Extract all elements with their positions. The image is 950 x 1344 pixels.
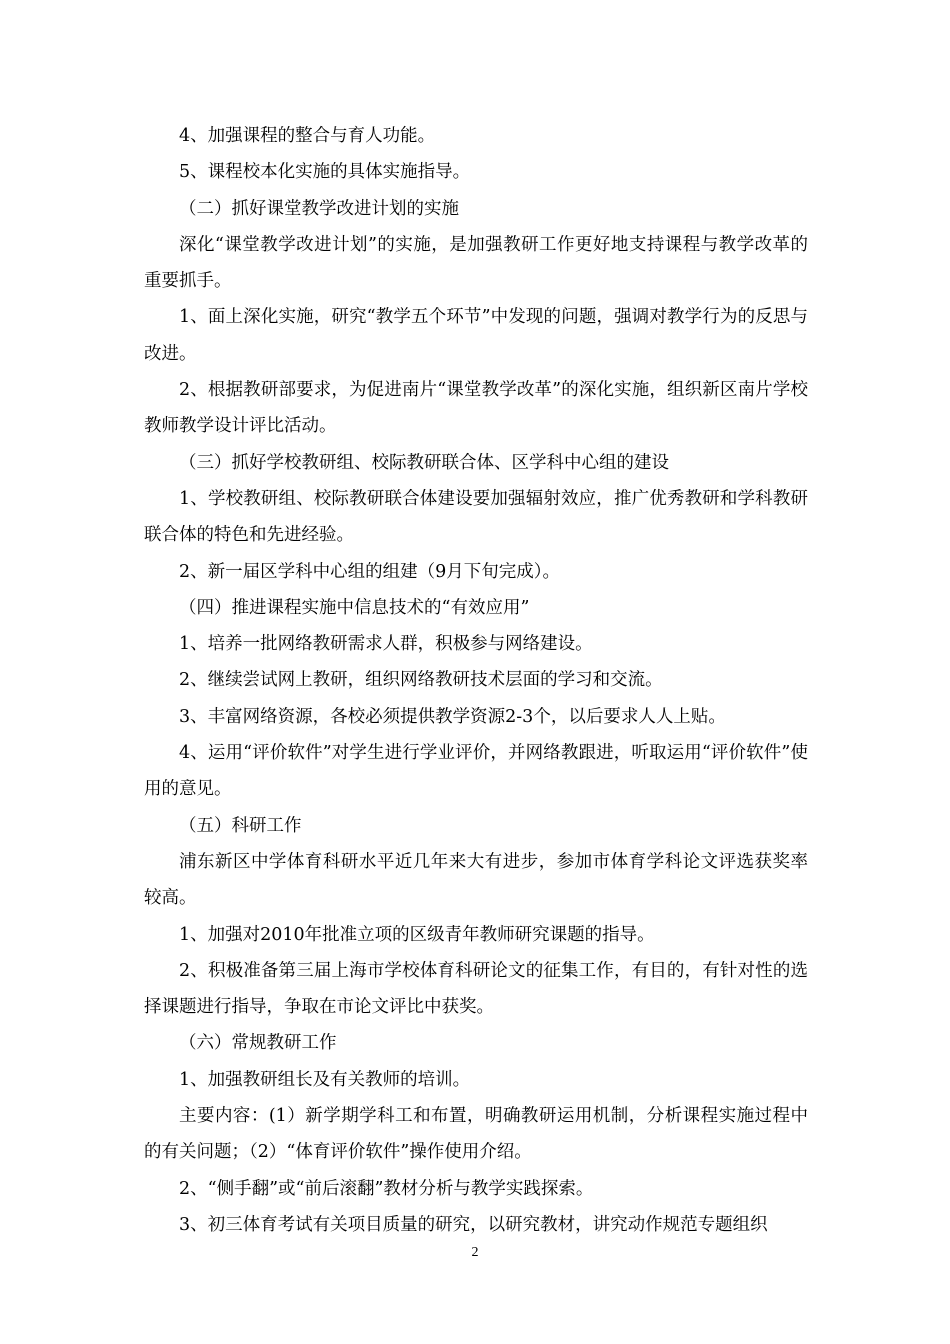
paragraph-16: 浦东新区中学体育科研水平近几年来大有进步，参加市体育学科论文评选获奖率较高。 <box>144 851 808 909</box>
section-heading-6: （六）常规教研工作 <box>179 1033 337 1054</box>
section-heading-2: （二）抓好课堂教学改进计划的实施 <box>179 198 459 219</box>
paragraph-6: 2、根据教研部要求，为促进南片“课堂教学改革”的深化实施，组织新区南片学校教师教学设计评比活动。 <box>144 380 808 437</box>
paragraph-1: 4、加强课程的整合与育人功能。 <box>179 126 436 146</box>
section-heading-4: （四）推进课程实施中信息技术的“有效应用” <box>179 597 530 618</box>
paragraph-14: 4、运用“评价软件”对学生进行学业评价，并网络教跟进，听取运用“评价软件”使用的意见。 <box>144 743 808 800</box>
paragraph-8: 1、学校教研组、校际教研联合体建设要加强辐射效应，推广优秀教研和学科教研联合体的特色和先进经验。 <box>144 488 808 546</box>
paragraph-12: 2、继续尝试网上教研，组织网络教研技术层面的学习和交流。 <box>179 670 663 691</box>
paragraph-13: 3、丰富网络资源，各校必须提供教学资源2-3个，以后要求人人上贴。 <box>179 706 726 727</box>
section-heading-3: （三）抓好学校教研组、校际教研联合体、区学科中心组的建设 <box>179 452 669 473</box>
paragraph-22: 2、“侧手翻”或“前后滚翻”教材分析与教学实践探索。 <box>179 1178 594 1199</box>
paragraph-20: 1、加强教研组长及有关教师的培训。 <box>179 1069 471 1090</box>
paragraph-18: 2、积极准备第三届上海市学校体育科研论文的征集工作，有目的，有针对性的选择课题进行指导，争取在市论文评比中获奖。 <box>144 960 808 1018</box>
paragraph-21: 主要内容：(1）新学期学科工和布置，明确教研运用机制，分析课程实施过程中的有关问题；（2）“体育评价软件”操作使用介绍。 <box>144 1106 808 1163</box>
body-text <box>144 118 808 1243</box>
paragraph-11: 1、培养一批网络教研需求人群，积极参与网络建设。 <box>179 634 593 655</box>
paragraph-9: 2、新一届区学科中心组的组建（9月下旬完成）。 <box>179 561 561 582</box>
paragraph-5: 1、面上深化实施，研究“教学五个环节”中发现的问题，强调对教学行为的反思与改进。 <box>144 307 808 364</box>
paragraph-4: 深化“课堂教学改进计划”的实施，是加强教研工作更好地支持课程与教学改革的重要抓手。 <box>144 234 808 292</box>
page-number: 2 <box>471 1245 479 1260</box>
paragraph-23: 3、初三体育考试有关项目质量的研究，以研究教材，讲究动作规范专题组织 <box>179 1214 768 1235</box>
paragraph-2: 5、课程校本化实施的具体实施指导。 <box>179 162 471 183</box>
paragraph-17: 1、加强对2010年批准立项的区级青年教师研究课题的指导。 <box>179 924 655 945</box>
section-heading-5: （五）科研工作 <box>179 815 302 836</box>
